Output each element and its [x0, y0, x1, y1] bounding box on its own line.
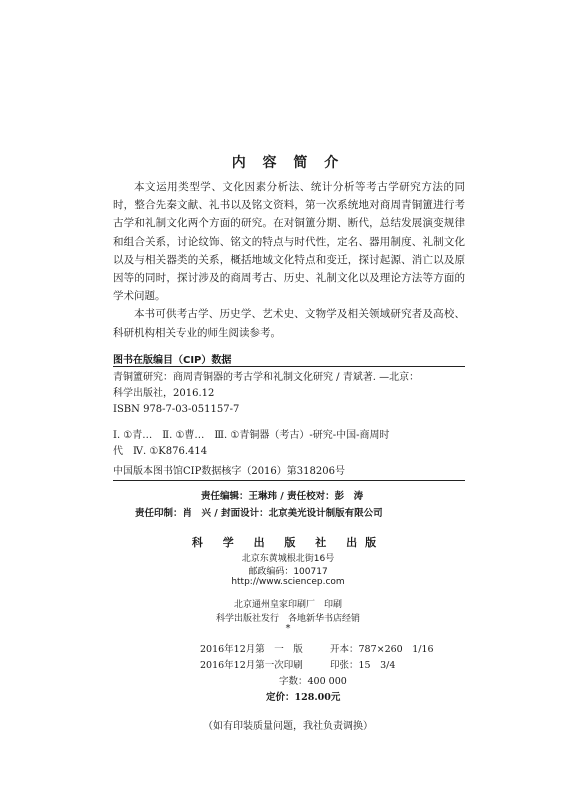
cip-classification-2: 代 Ⅳ. ①K876.414 — [113, 446, 208, 457]
cip-top-rule — [113, 366, 465, 367]
publisher-url: http://www.sciencep.com — [231, 577, 345, 587]
distributor: 科学出版社发行 各地新华书店经销 — [215, 614, 360, 624]
publisher-zip: 邮政编码：100717 — [248, 567, 328, 577]
book-specs — [200, 642, 520, 706]
word-count: 字数：400 000 — [279, 676, 347, 687]
cip-gap — [113, 418, 465, 428]
cip-isbn: ISBN 978-7-03-051157-7 — [113, 404, 240, 415]
cip-line-title: 青铜簠研究：商周青铜器的考古学和礼制文化研究 / 青斌著. —北京： — [113, 372, 420, 383]
specs-row-edition — [200, 642, 520, 658]
cip-bottom-rule — [113, 480, 465, 481]
separator-mark: * — [285, 623, 291, 634]
intro-body — [113, 178, 465, 342]
cip-data-block — [113, 370, 465, 480]
specs-row-printing — [200, 658, 520, 674]
specs-row-price — [200, 690, 520, 706]
intro-paragraph-1: 本文运用类型学、文化因素分析法、统计分析等考古学研究方法的同时，整合先秦文献、礼书以及铭文资料，第一次系统地对商周青铜簠进行考古学和礼制文化两个方面的研究。在对铜簠分期、断代，总结发展演变规律和组合关系，讨论纹饰、铭文的特点与时代性，定名、器用制度、礼制文化以及与相关器类的关系，概括地域文化特点和变迁，探讨起源、消亡以及原因等的同时，探讨涉及的商周考古、历史、礼制文化以及理论方法等方面的学术问题。 — [113, 181, 465, 303]
format: 开本：787×260 1/16 — [330, 644, 434, 655]
printer: 北京通州皇家印刷厂 印刷 — [233, 600, 342, 610]
sheets: 印张：15 3/4 — [330, 660, 396, 671]
cip-classification-1: Ⅰ. ①青… Ⅱ. ①曹… Ⅲ. ①青铜器（考古）-研究-中国-商周时 — [113, 430, 390, 441]
cip-line-publisher: 科学出版社，2016.12 — [113, 388, 215, 399]
price: 定价：128.00元 — [266, 692, 341, 703]
credits-editors: 责任编辑：王琳玮 / 责任校对：彭 涛 — [201, 491, 364, 502]
intro-title: 内 容 简 介 — [231, 155, 345, 171]
credits-production: 责任印制：肖 兴 / 封面设计：北京美光设计制版有限公司 — [135, 508, 383, 519]
cip-record-number: 中国版本图书馆CIP数据核字（2016）第318206号 — [113, 466, 345, 477]
intro-paragraph-2: 本书可供考古学、历史学、艺术史、文物学及相关领域研究者及高校、科研机构相关专业的师生阅读参考。 — [113, 308, 465, 339]
quality-notice: （如有印装质量问题，我社负责调换） — [203, 721, 373, 732]
printing: 2016年12月第一次印刷 — [200, 660, 303, 671]
cip-heading: 图书在版编目（CIP）数据 — [113, 355, 232, 366]
specs-row-words — [200, 674, 520, 690]
edition: 2016年12月第 一 版 — [200, 644, 303, 655]
publisher-address: 北京东黄城根北街16号 — [241, 554, 335, 564]
publisher-name: 科 学 出 版 社 出版 — [191, 536, 385, 549]
